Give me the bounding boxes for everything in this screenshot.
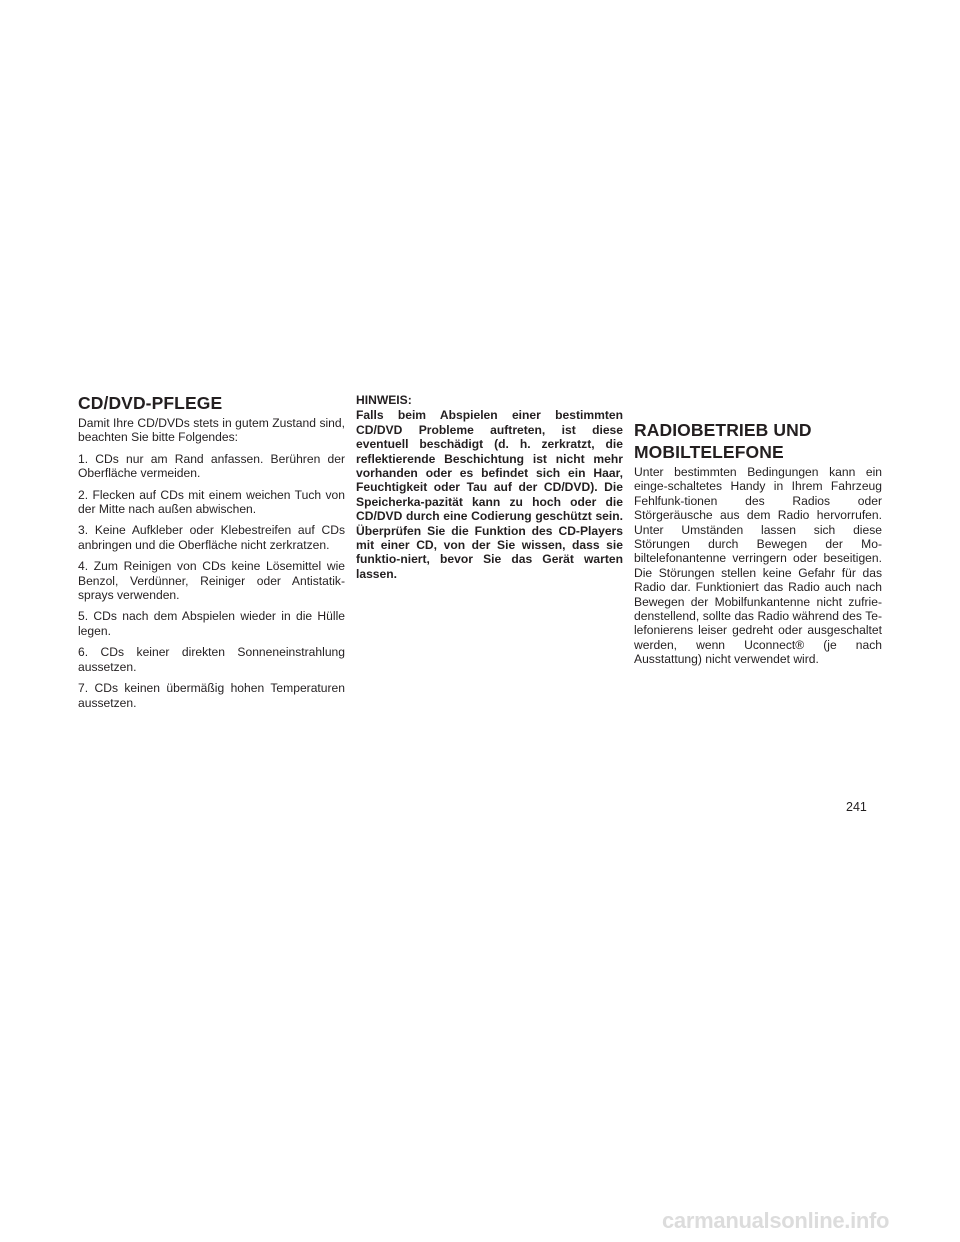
care-item-4: 4. Zum Reinigen von CDs keine Lösemittel wie Benzol, Verdünner, Reiniger oder Antistatik-sprays verwenden. [78, 559, 345, 603]
left-column [78, 393, 345, 717]
care-item-3: 3. Keine Aufkleber oder Klebestreifen auf CDs anbringen und die Oberfläche nicht zerkratzen. [78, 523, 345, 552]
watermark-text: carmanualsonline.info [662, 1208, 890, 1233]
section-heading-cd-dvd-care: CD/DVD-PFLEGE [78, 393, 223, 413]
section-heading-radio-mobile [634, 419, 882, 463]
note-text: Falls beim Abspielen einer bestimmten CD/DVD Probleme auftreten, ist diese eventuell beschädigt (d. h. zerkratzt, die reflektierende Beschichtung ist nicht mehr vorhanden oder es befindet sich ein Haar, Feuchtigkeit oder Tau auf der CD/DVD). Die Speicherka-pazität kann zu hoch oder die CD/DVD durch eine Codierung geschützt sein. Überprüfen Sie die Funktion des CD-Players mit einer CD, von der Sie wissen, dass sie funktio-niert, bevor Sie das Gerät warten lassen. [356, 408, 623, 581]
heading-line-2: MOBILTELEFONE [634, 442, 784, 462]
intro-paragraph: Damit Ihre CD/DVDs stets in gutem Zustand sind, beachten Sie bitte Folgendes: [78, 416, 345, 445]
care-item-1: 1. CDs nur am Rand anfassen. Berühren der Oberfläche vermeiden. [78, 451, 345, 481]
page-number: 241 [846, 800, 867, 814]
care-item-6: 6. CDs keiner direkten Sonneneinstrahlung aussetzen. [78, 645, 345, 674]
middle-column [356, 393, 623, 588]
heading-line-1: RADIOBETRIEB UND [634, 420, 812, 440]
care-item-7: 7. CDs keinen übermäßig hohen Temperaturen aussetzen. [78, 681, 345, 710]
care-item-2: 2. Flecken auf CDs mit einem weichen Tuch von der Mitte nach außen abwischen. [78, 487, 345, 517]
right-column [634, 419, 882, 674]
radio-mobile-paragraph: Unter bestimmten Bedingungen kann ein einge-schaltetes Handy in Ihrem Fahrzeug Fehlfunk-tionen des Radios oder Störgeräusche aus dem Radio hervorrufen. Unter Umständen lassen sich diese Störungen durch Bewegen der Mo-biltelefonantenne verringern oder beseitigen. Die Störungen stellen keine Gefahr für das Radio dar. Funktioniert das Radio auch nach Bewegen der Mobilfunkantenne nicht zufrie-denstellend, sollte das Radio während des Te-lefonierens leiser gedreht oder ausgeschaltet werden, wenn Uconnect® (je nach Ausstattung) nicht verwendet wird. [634, 465, 882, 667]
note-label: HINWEIS: [356, 393, 412, 407]
care-item-5: 5. CDs nach dem Abspielen wieder in die Hülle legen. [78, 609, 345, 638]
